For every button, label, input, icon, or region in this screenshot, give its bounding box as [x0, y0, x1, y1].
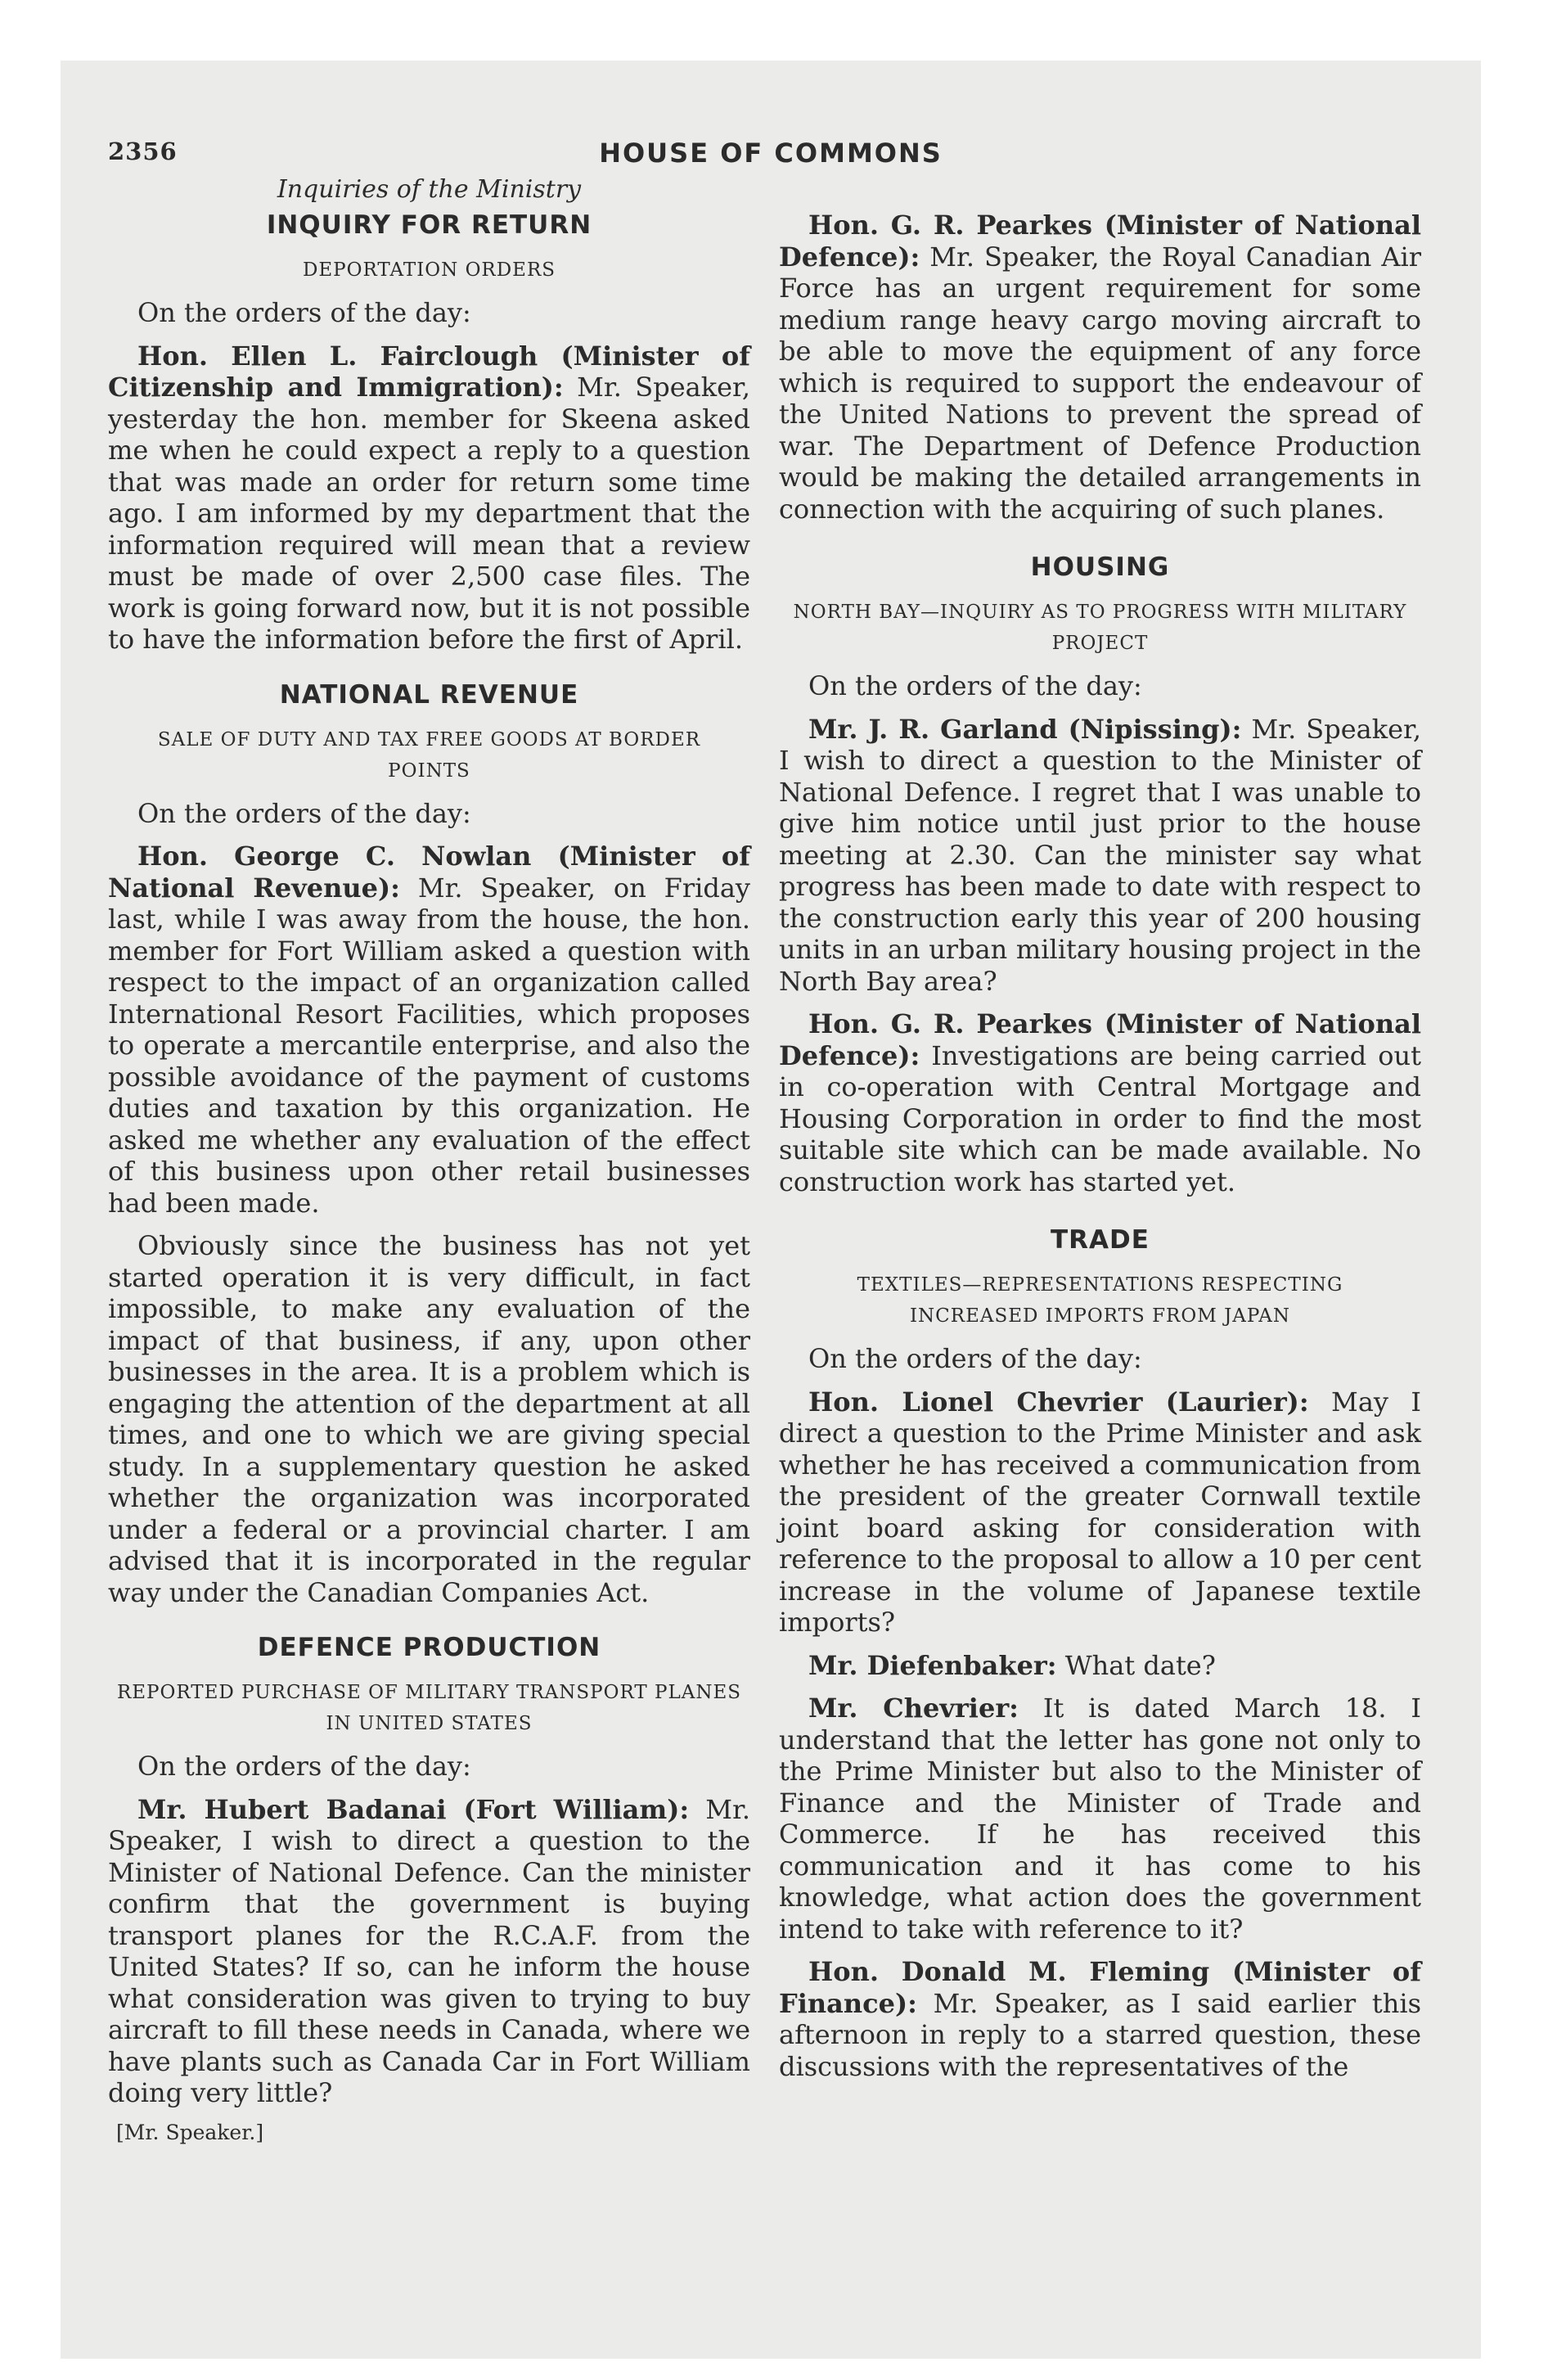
- speech-paragraph: [779, 210, 1421, 525]
- speech-paragraph: [779, 1008, 1421, 1197]
- section-italic-head: Inquiries of the Ministry: [277, 175, 582, 204]
- speech-text: Mr. Speaker, on Friday last, while I was away from the house, the hon. member for Fort William asked a question with respect to the impact of an organization called International Resort Facilities, which proposes to operate a mercantile enterprise, and also the possible avoidance of the payment of customs duties and taxation by this organization. He asked me whether any evaluation of the effect of this business upon other retail businesses had been made.: [108, 872, 751, 1219]
- subheading-textiles: TEXTILES—REPRESENTATIONS RESPECTING INCREASED IMPORTS FROM JAPAN: [857, 1274, 1343, 1327]
- speech-paragraph: Obviously since the business has not yet started operation it is very difficult, in fact impossible, to make any evaluation of the impact of that business, if any, upon other businesses in the area. It is a problem which is engaging the attention of the department at all times, and one to which we are giving special study. In a supplementary question he asked whether the organization was incorporated under a federal or a provincial charter. I am advised that it is incorporated in the regular way under the Canadian Companies Act.: [108, 1230, 750, 1608]
- speaker-name: Hon. G. R. Pearkes (Minister of National Defence):: [779, 210, 1421, 273]
- orders-of-day: On the orders of the day:: [808, 670, 1142, 701]
- speaker-name: Hon. Lionel Chevrier (Laurier):: [808, 1386, 1309, 1418]
- speech-paragraph: [108, 841, 750, 1219]
- orders-of-day: On the orders of the day:: [137, 797, 471, 829]
- speaker-name: Mr. Hubert Badanai (Fort William):: [137, 1793, 690, 1825]
- footer-note: [Mr. Speaker.]: [116, 2120, 264, 2144]
- page-number: 2356: [108, 137, 178, 165]
- right-column: [779, 210, 1421, 2094]
- speech-text: Mr. Speaker, the Royal Canadian Air Force has an urgent requirement for some medium range heavy cargo moving aircraft to be able to move the equipment of any force which is required to support the endeavour of the United Nations to prevent the spread of war. The Department of Defence Production would be making the detailed arrangements in connection with the acquiring of such planes.: [779, 241, 1422, 525]
- speech-paragraph: [779, 1650, 1421, 1682]
- subheading-duty-free-goods: SALE OF DUTY AND TAX FREE GOODS AT BORDER POINTS: [157, 728, 701, 782]
- speech-text: Investigations are being carried out in co-operation with Central Mortgage and Housing Corporation in order to find the most suitable site which can be made available. No construction work has started yet.: [779, 1039, 1421, 1197]
- speech-paragraph: [108, 340, 750, 656]
- speech-paragraph: [108, 1794, 750, 2109]
- speech-paragraph: [779, 1386, 1421, 1639]
- speech-text: Mr. Speaker, I wish to direct a question to the Minister of National Defence. Can the minister confirm that the government is buying transport planes for the R.C.A.F. from the United States? If so, can he inform the house what consideration was given to trying to buy aircraft to fill these needs in Canada, where we have plants such as Canada Car in Fort William doing very little?: [108, 1793, 751, 2108]
- orders-of-day: On the orders of the day:: [137, 297, 471, 328]
- speech-text: Mr. Speaker, yesterday the hon. member for Skeena asked me when he could expect a reply to a question that was made an order for return some time ago. I am informed by my department that the information required will mean that a review must be made of over 2,500 case files. The work is going forward now, but it is not possible to have the information before the first of April.: [108, 372, 751, 655]
- heading-housing: HOUSING: [1030, 552, 1170, 582]
- orders-of-day: On the orders of the day:: [808, 1343, 1142, 1374]
- speech-text: It is dated March 18. I understand that the letter has gone not only to the Prime Minister but also to the Minister of Finance and the Minister of Trade and Commerce. If he has received this communication and it has come to his knowledge, what action does the government intend to take with reference to it?: [779, 1693, 1422, 1945]
- speech-text: Mr. Speaker, as I said earlier this afternoon in reply to a starred question, these discussions with the representatives of the: [779, 1987, 1421, 2082]
- speech-text: May I direct a question to the Prime Minister and ask whether he has received a communication from the president of the greater Cornwall textile joint board asking for consideration with reference to the proposal to allow a 10 per cent increase in the volume of Japanese textile imports?: [779, 1386, 1422, 1638]
- speaker-name: Mr. J. R. Garland (Nipissing):: [808, 713, 1242, 745]
- running-head: HOUSE OF COMMONS: [599, 137, 943, 169]
- speech-paragraph: [779, 714, 1421, 998]
- speech-paragraph: [779, 1956, 1421, 2082]
- speech-paragraph: [779, 1693, 1421, 1945]
- speaker-name: Hon. Donald M. Fleming (Minister of Finance):: [779, 1956, 1421, 2019]
- speaker-name: Mr. Diefenbaker:: [808, 1649, 1057, 1681]
- speech-text: Mr. Speaker, I wish to direct a question to the Minister of National Defence. I regret that I was unable to give him notice until just prior to the house meeting at 2.30. Can the minister say what progress has been made to date with respect to the construction early this year of 200 housing units in an urban military housing project in the North Bay area?: [779, 713, 1421, 997]
- speaker-name: Hon. Ellen L. Fairclough (Minister of Citizenship and Immigration):: [108, 340, 750, 403]
- heading-defence-production: DEFENCE PRODUCTION: [257, 1633, 601, 1662]
- speech-text: What date?: [1064, 1649, 1216, 1681]
- speaker-name: Hon. G. R. Pearkes (Minister of National Defence):: [779, 1008, 1421, 1071]
- subheading-deportation-orders: DEPORTATION ORDERS: [302, 259, 556, 281]
- orders-of-day: On the orders of the day:: [137, 1751, 471, 1782]
- speaker-name: Mr. Chevrier:: [808, 1693, 1019, 1724]
- heading-national-revenue: NATIONAL REVENUE: [279, 679, 579, 710]
- heading-trade: TRADE: [1051, 1225, 1150, 1255]
- speaker-name: Hon. George C. Nowlan (Minister of National Revenue):: [108, 841, 750, 904]
- subheading-north-bay: NORTH BAY—INQUIRY AS TO PROGRESS WITH MILITARY PROJECT: [793, 602, 1407, 654]
- left-column: [108, 172, 750, 2144]
- subheading-military-transport: REPORTED PURCHASE OF MILITARY TRANSPORT PLANES IN UNITED STATES: [116, 1682, 742, 1734]
- heading-inquiry-for-return: INQUIRY FOR RETURN: [266, 210, 592, 240]
